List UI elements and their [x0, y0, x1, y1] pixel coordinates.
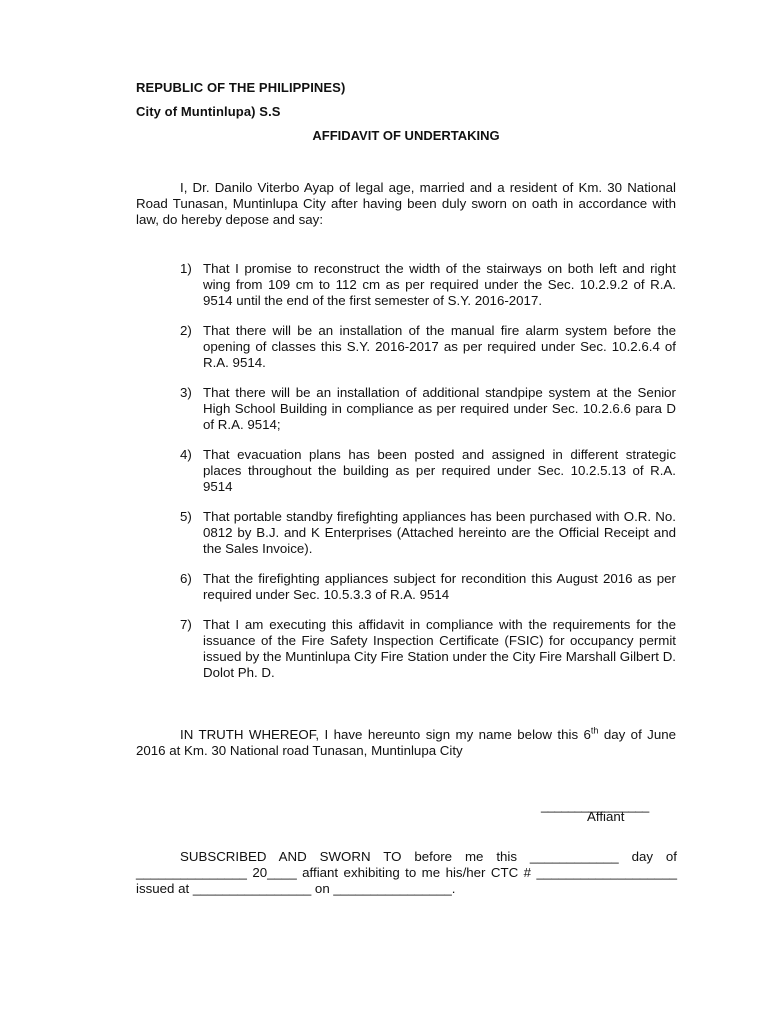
- truth-ordinal: th: [590, 725, 599, 736]
- list-item: [180, 571, 676, 603]
- item-text: That I am executing this affidavit in compliance with the requirements for the issuance of the Fire Safety Inspection Certificate (FSIC) for occupancy permit issued by the Muntinlupa City Fire Station under the City Fire Marshall Gilbert D. Dolot Ph. D.: [203, 617, 676, 680]
- list-item: [180, 323, 676, 371]
- item-text: That evacuation plans has been posted and assigned in different strategic places throughout the building as per required under Sec. 10.2.5.13 of R.A. 9514: [203, 447, 676, 494]
- signature-line: ________________: [541, 798, 649, 813]
- item-number: 4): [180, 447, 192, 462]
- item-number: 3): [180, 385, 192, 400]
- item-text: That I promise to reconstruct the width of the stairways on both left and right wing from 109 cm to 112 cm as per required under the Sec. 10.2.9.2 of R.A. 9514 until the end of the first semester of S.Y. 2016-2017.: [203, 261, 676, 308]
- truth-paragraph: [136, 727, 676, 759]
- document-title: AFFIDAVIT OF UNDERTAKING: [312, 128, 500, 143]
- sworn-paragraph: SUBSCRIBED AND SWORN TO before me this ____________ day of _______________ 20____ affiant exhibiting to me his/her CTC # ___________________ issued at ________________ on ________________.: [136, 849, 677, 896]
- item-number: 5): [180, 509, 192, 524]
- header-city: City of Muntinlupa) S.S: [136, 104, 281, 119]
- item-text: That there will be an installation of additional standpipe system at the Senior High School Building in compliance as per required under Sec. 10.2.6.6 para D of R.A. 9514;: [203, 385, 676, 432]
- intro-paragraph: I, Dr. Danilo Viterbo Ayap of legal age, married and a resident of Km. 30 National Road Tunasan, Muntinlupa City after having been duly sworn on oath in accordance with law, do hereby depose and say:: [136, 180, 676, 227]
- list-item: [180, 385, 676, 433]
- affiant-label: Affiant: [587, 809, 625, 824]
- list-item: [180, 509, 676, 557]
- header-republic: REPUBLIC OF THE PHILIPPINES): [136, 80, 346, 95]
- item-number: 7): [180, 617, 192, 632]
- truth-text-after: day of June 2016 at Km. 30 National road Tunasan, Muntinlupa City: [136, 727, 676, 758]
- undertaking-list: [180, 261, 676, 695]
- item-number: 6): [180, 571, 192, 586]
- item-text: That the firefighting appliances subject for recondition this August 2016 as per required under Sec. 10.5.3.3 of R.A. 9514: [203, 571, 676, 602]
- list-item: [180, 261, 676, 309]
- item-number: 1): [180, 261, 192, 276]
- item-text: That portable standby firefighting appliances has been purchased with O.R. No. 0812 by B.J. and K Enterprises (Attached hereinto are the Official Receipt and the Sales Invoice).: [203, 509, 676, 556]
- item-number: 2): [180, 323, 192, 338]
- truth-text-before: IN TRUTH WHEREOF, I have hereunto sign my name below this 6: [180, 727, 591, 742]
- list-item: [180, 447, 676, 495]
- list-item: [180, 617, 676, 681]
- item-text: That there will be an installation of the manual fire alarm system before the opening of classes this S.Y. 2016-2017 as per required under Sec. 10.2.6.4 of R.A. 9514.: [203, 323, 676, 370]
